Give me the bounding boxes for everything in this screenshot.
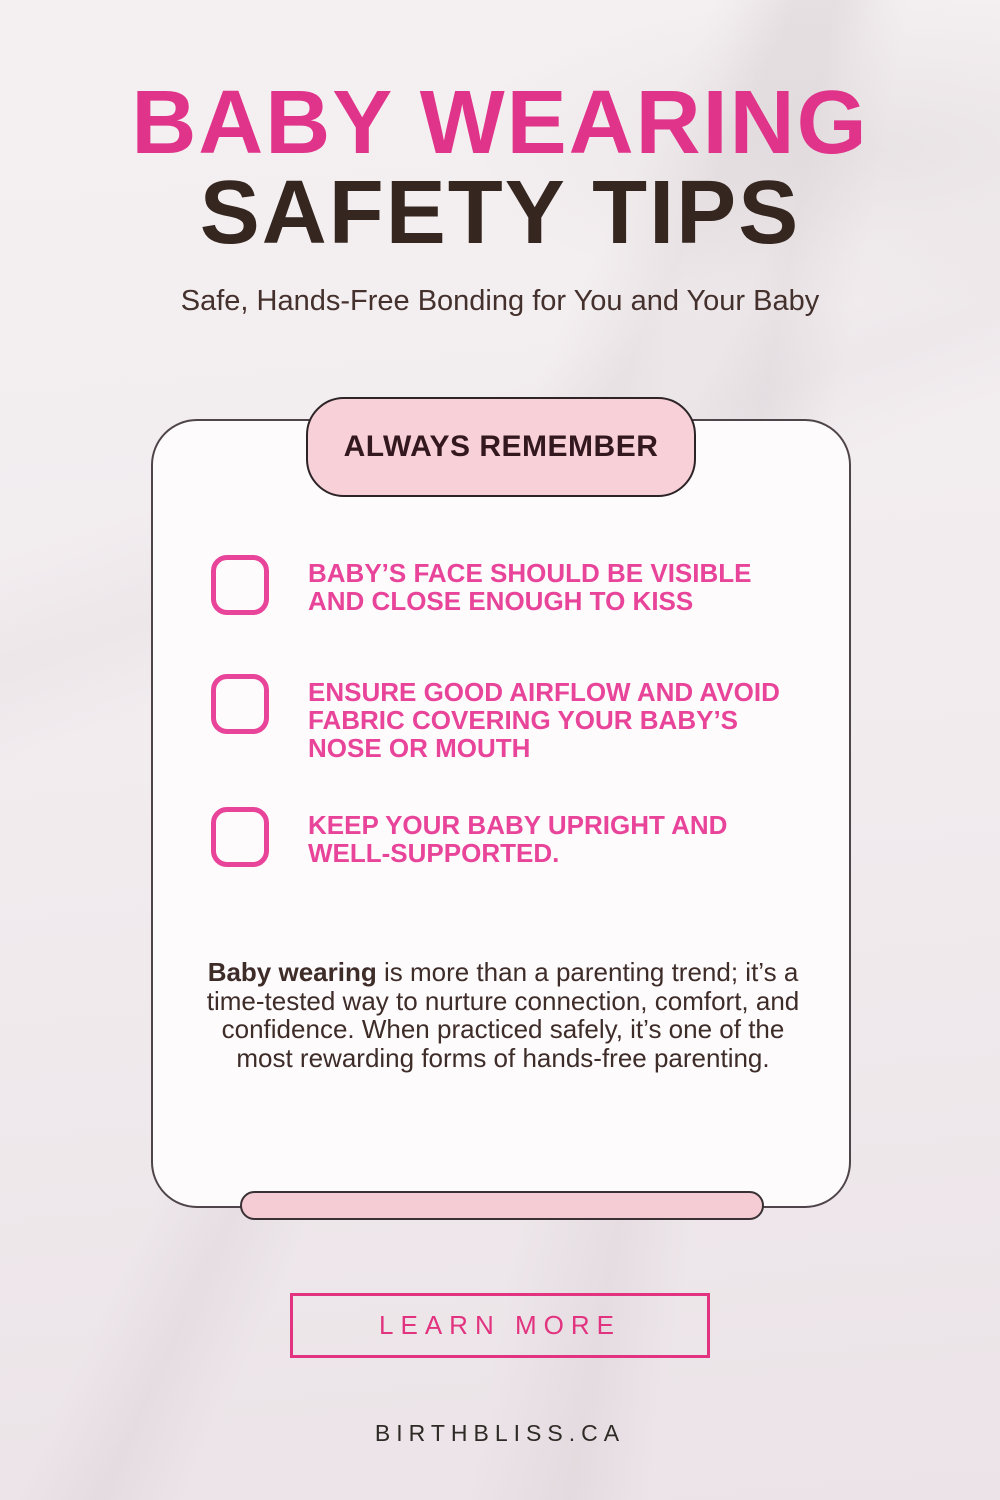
- checklist-row: [211, 674, 808, 762]
- checkbox[interactable]: [211, 807, 269, 867]
- intro-paragraph-body: is more than a parenting trend; it’s a time-tested way to nurture connection, comfort, and confidence. When practiced safely, it’s one of the most rewarding forms of hands-free parenting.: [206, 957, 800, 1073]
- page-title-line2: SAFETY TIPS: [199, 163, 801, 263]
- checkbox[interactable]: [211, 555, 269, 615]
- learn-more-button-label: LEARN MORE: [379, 1310, 621, 1340]
- website-url: BIRTHBLISS.CA: [374, 1420, 626, 1446]
- checklist-item-label: ENSURE GOOD AIRFLOW AND AVOID FABRIC COVERING YOUR BABY’S NOSE OR MOUTH: [308, 677, 780, 763]
- checkbox[interactable]: [211, 674, 269, 734]
- checklist-item-label: BABY’S FACE SHOULD BE VISIBLE AND CLOSE ENOUGH TO KISS: [308, 558, 752, 616]
- decorative-pill: [240, 1191, 764, 1220]
- page-title-line1: BABY WEARING: [131, 73, 869, 173]
- always-remember-badge: [306, 397, 696, 497]
- safety-tips-card: [151, 419, 851, 1208]
- checklist-row: [211, 555, 808, 615]
- always-remember-badge-label: ALWAYS REMEMBER: [343, 430, 659, 463]
- intro-paragraph: [198, 958, 808, 1072]
- checklist-item-label: KEEP YOUR BABY UPRIGHT AND WELL-SUPPORTED.: [308, 810, 728, 868]
- page-subtitle: Safe, Hands-Free Bonding for You and Your Baby: [180, 285, 820, 317]
- intro-paragraph-lead: Baby wearing: [207, 957, 377, 987]
- checklist-row: [211, 807, 808, 867]
- learn-more-button[interactable]: [290, 1293, 710, 1358]
